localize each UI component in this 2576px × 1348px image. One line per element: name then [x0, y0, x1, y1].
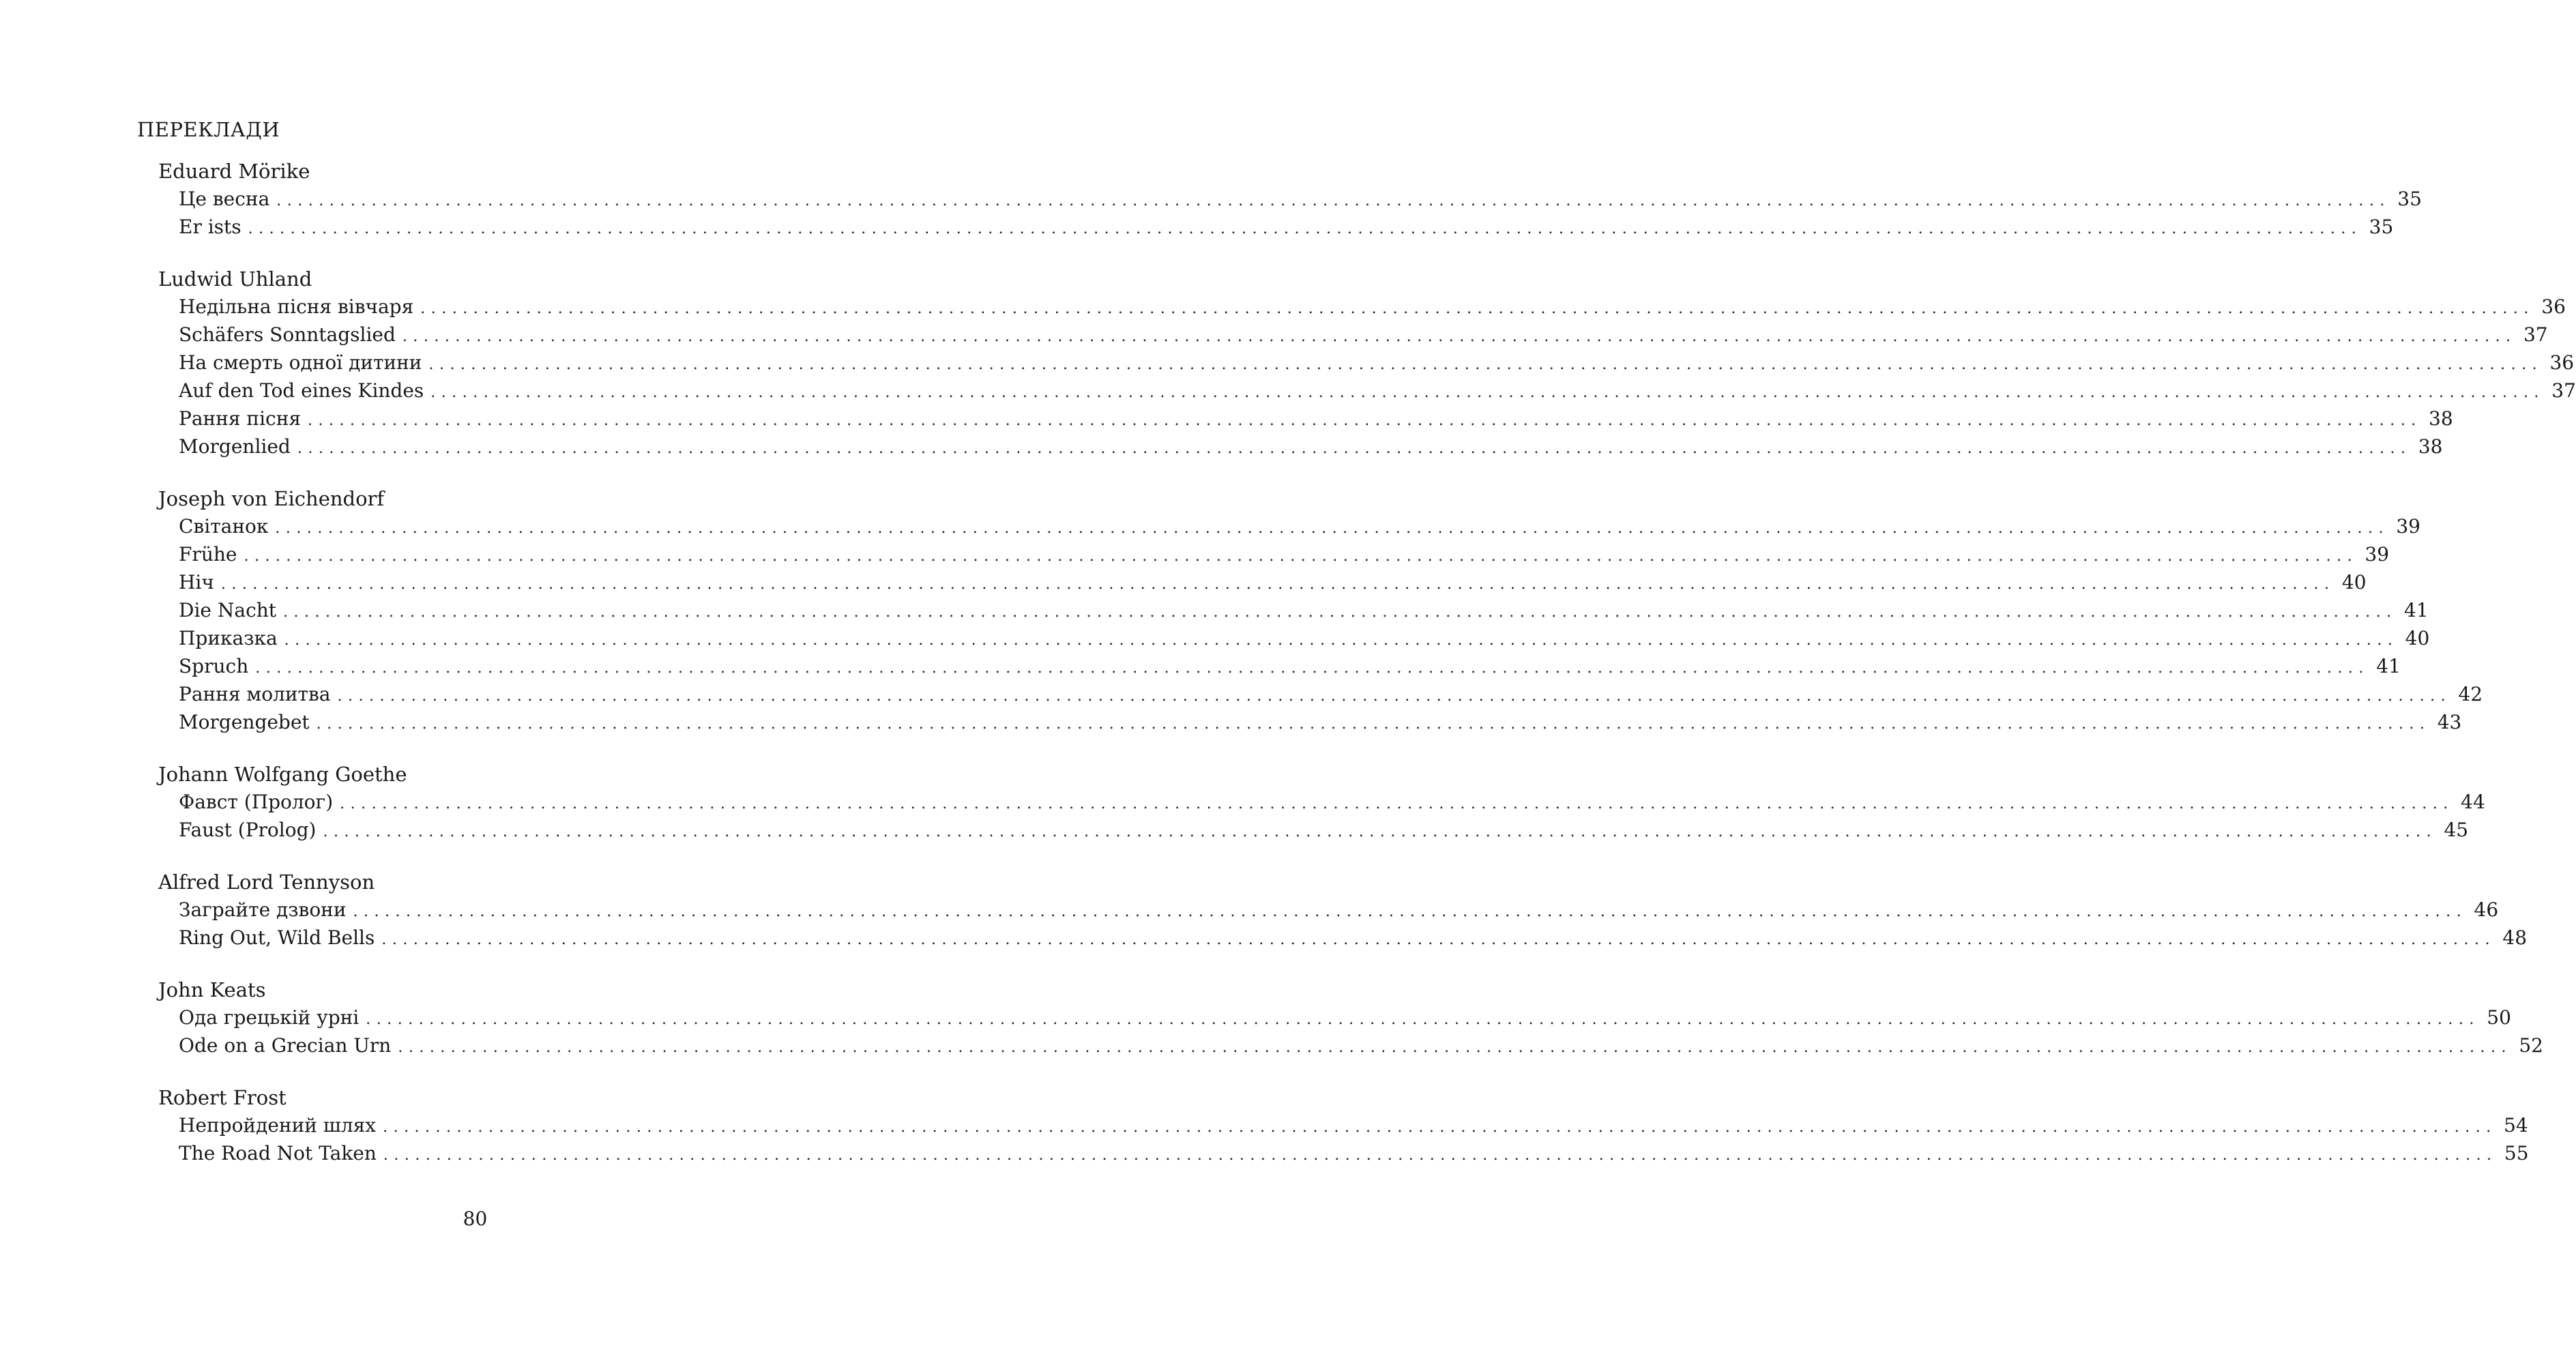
entry-title: Ода грецькій урні [179, 1006, 360, 1029]
entry-title: Spruch [179, 655, 249, 677]
toc-entry [179, 708, 2462, 736]
author-name: Johann Wolfgang Goethe [158, 763, 407, 786]
entry-title: Фавст (Пролог) [179, 791, 334, 813]
dot-leader: ........................................................................................................................................................................................................ [297, 440, 2412, 457]
toc-entry [179, 924, 2528, 952]
entry-page-number: 38 [2418, 435, 2443, 458]
entry-title: Приказка [179, 627, 278, 649]
toc-entry [179, 321, 2548, 349]
author-group [158, 485, 2483, 736]
author-name: Ludwid Uhland [158, 267, 312, 291]
entry-title: Рання молитва [179, 683, 331, 705]
dot-leader: ........................................................................................................................................................................................................ [381, 931, 2496, 948]
dot-leader: ........................................................................................................................................................................................................ [244, 548, 2358, 565]
entry-page-number: 43 [2437, 711, 2462, 733]
author-group [158, 265, 2576, 460]
toc-entry [179, 896, 2499, 924]
toc-entry [179, 213, 2394, 241]
toc-entry [179, 624, 2430, 652]
entry-title: Frühe [179, 543, 237, 566]
dot-leader: ........................................................................................................................................................................................................ [283, 604, 2397, 621]
entry-page-number: 36 [2549, 351, 2575, 374]
author-group [158, 158, 2422, 241]
dot-leader: ........................................................................................................................................................................................................ [402, 328, 2517, 345]
dot-leader: ........................................................................................................................................................................................................ [398, 1039, 2512, 1056]
toc-entry [179, 512, 2420, 540]
author-group [158, 761, 2485, 844]
author-group [158, 1084, 2529, 1167]
entry-title: Це весна [179, 188, 270, 210]
entry-page-number: 52 [2519, 1034, 2543, 1057]
toc-entry [179, 433, 2443, 460]
dot-leader: ........................................................................................................................................................................................................ [383, 1119, 2497, 1136]
entry-title: Недільна пісня вівчаря [179, 295, 414, 318]
entry-page-number: 39 [2365, 543, 2390, 566]
toc-entry [179, 405, 2453, 433]
dot-leader: ........................................................................................................................................................................................................ [340, 795, 2454, 812]
dot-leader: ........................................................................................................................................................................................................ [255, 660, 2369, 677]
table-of-contents [158, 158, 2576, 1192]
entry-title: Schäfers Sonntagslied [179, 323, 396, 346]
entry-page-number: 41 [2404, 599, 2429, 621]
toc-entry [179, 377, 2576, 405]
toc-entry [179, 568, 2367, 596]
entry-page-number: 55 [2504, 1142, 2529, 1164]
toc-entry [179, 1139, 2529, 1167]
entry-page-number: 40 [2405, 627, 2430, 649]
dot-leader: ........................................................................................................................................................................................................ [428, 356, 2543, 373]
entry-page-number: 45 [2444, 819, 2469, 841]
entry-title: Ніч [179, 571, 214, 594]
dot-leader: ........................................................................................................................................................................................................ [383, 1147, 2498, 1164]
toc-entry [179, 1003, 2511, 1031]
author-group [158, 868, 2528, 952]
entry-title: Непройдений шлях [179, 1114, 377, 1137]
entry-title: Заграйте дзвони [179, 898, 347, 921]
entry-title: Ode on a Grecian Urn [179, 1034, 392, 1057]
entry-title: Ring Out, Wild Bells [179, 926, 375, 949]
author-name: John Keats [158, 978, 266, 1001]
entry-title: Рання пісня [179, 407, 302, 430]
dot-leader: ........................................................................................................................................................................................................ [275, 520, 2389, 537]
author-name: Eduard Mörike [158, 160, 310, 183]
dot-leader: ........................................................................................................................................................................................................ [337, 688, 2452, 705]
entry-title: Світанок [179, 515, 269, 538]
toc-entry [179, 596, 2429, 624]
entry-title: The Road Not Taken [179, 1142, 377, 1164]
section-title: ПЕРЕКЛАДИ [137, 118, 280, 141]
toc-entry [179, 788, 2485, 816]
toc-entry [179, 540, 2390, 568]
entry-page-number: 46 [2474, 898, 2499, 921]
author-name: Robert Frost [158, 1086, 287, 1109]
entry-page-number: 37 [2551, 379, 2576, 402]
dot-leader: ........................................................................................................................................................................................................ [276, 192, 2390, 209]
toc-entry [179, 1031, 2543, 1059]
dot-leader: ........................................................................................................................................................................................................ [353, 903, 2468, 920]
page-number: 80 [463, 1207, 488, 1230]
entry-title: Morgenlied [179, 435, 291, 458]
entry-page-number: 50 [2487, 1006, 2511, 1029]
entry-page-number: 37 [2523, 323, 2548, 346]
dot-leader: ........................................................................................................................................................................................................ [308, 412, 2422, 429]
entry-page-number: 35 [2397, 188, 2422, 210]
toc-entry [179, 349, 2575, 377]
toc-entry [179, 680, 2483, 708]
entry-title: Faust (Prolog) [179, 819, 317, 841]
dot-leader: ........................................................................................................................................................................................................ [323, 823, 2438, 840]
author-group [158, 976, 2543, 1059]
entry-page-number: 44 [2461, 791, 2485, 813]
entry-title: Er ists [179, 216, 241, 238]
dot-leader: ........................................................................................................................................................................................................ [430, 384, 2545, 401]
entry-page-number: 41 [2376, 655, 2401, 677]
dot-leader: ........................................................................................................................................................................................................ [316, 716, 2431, 733]
author-name: Joseph von Eichendorf [158, 487, 385, 510]
toc-entry [179, 816, 2469, 844]
entry-page-number: 54 [2504, 1114, 2528, 1137]
dot-leader: ........................................................................................................................................................................................................ [248, 220, 2362, 237]
entry-page-number: 35 [2369, 216, 2394, 238]
dot-leader: ........................................................................................................................................................................................................ [420, 300, 2534, 317]
dot-leader: ........................................................................................................................................................................................................ [366, 1011, 2480, 1028]
entry-page-number: 38 [2429, 407, 2453, 430]
dot-leader: ........................................................................................................................................................................................................ [284, 632, 2399, 649]
dot-leader: ........................................................................................................................................................................................................ [220, 576, 2335, 593]
entry-title: На смерть одної дитини [179, 351, 422, 374]
toc-entry [179, 652, 2401, 680]
entry-page-number: 40 [2341, 571, 2367, 594]
entry-title: Auf den Tod eines Kindes [179, 379, 424, 402]
author-name: Alfred Lord Tennyson [158, 870, 375, 894]
entry-title: Die Nacht [179, 599, 277, 621]
toc-entry [179, 293, 2566, 321]
entry-page-number: 39 [2396, 515, 2420, 538]
entry-title: Morgengebet [179, 711, 310, 733]
toc-entry [179, 185, 2422, 213]
entry-page-number: 48 [2502, 926, 2528, 949]
entry-page-number: 42 [2458, 683, 2483, 705]
entry-page-number: 36 [2541, 295, 2566, 318]
toc-entry [179, 1111, 2528, 1139]
